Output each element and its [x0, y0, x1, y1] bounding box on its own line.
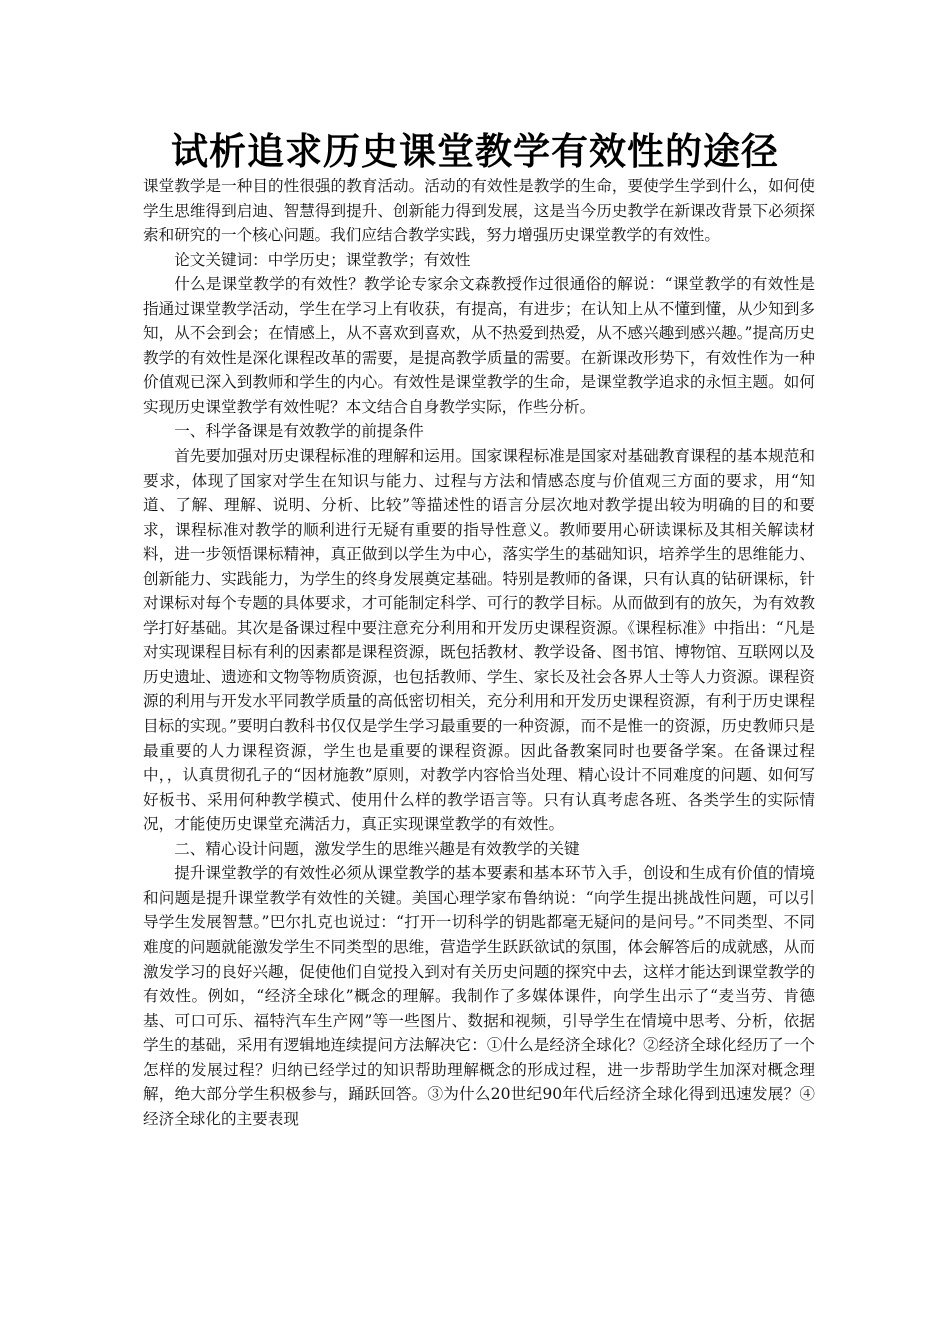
paragraph-intro: 什么是课堂教学的有效性？教学论专家余文森教授作过很通俗的解说：“课堂教学的有效性是指通过课堂教学活动，学生在学习上有收获，有提高，有进步；在认知上从不懂到懂，从少知到多知，从不会到会；在情感上，从不喜欢到喜欢，从不热爱到热爱，从不感兴趣到感兴趣。”提高历史教学的有效性是深化课程改革的需要，是提高教学质量的需要。在新课改形势下，有效性作为一种价值观已深入到教师和学生的内心。有效性是课堂教学的生命，是课堂教学追求的永恒主题。如何实现历史课堂教学有效性呢？本文结合自身教学实际，作些分析。 — [143, 275, 815, 416]
paragraph-section-1: 首先要加强对历史课程标准的理解和运用。国家课程标准是国家对基础教育课程的基本规范和要求，体现了国家对学生在知识与能力、过程与方法和情感态度与价值观三方面的要求，用“知道、了解、理解、说明、分析、比较”等描述性的语言分层次地对教学提出较为明确的目的和要求，课程标准对教学的顺利进行无疑有重要的指导性意义。教师要用心研读课标及其相关解读材料，进一步领悟课标精神，真正做到以学生为中心，落实学生的基础知识，培养学生的思维能力、创新能力、实践能力，为学生的终身发展奠定基础。特别是教师的备课，只有认真的钻研课标，针对课标对每个专题的具体要求，才可能制定科学、可行的教学目标。从而做到有的放矢，为有效教学打好基础。其次是备课过程中要注意充分利用和开发历史课程资源。《课程标准》中指出：“凡是对实现课程目标有利的因素都是课程资源，既包括教材、教学设备、图书馆、博物馆、互联网以及历史遗址、遗迹和文物等物质资源，也包括教师、学生、家长及社会各界人士等人力资源。课程资源的利用与开发水平同教学质量的高低密切相关，充分利用和开发历史课程资源，有利于历史课程目标的实现。”要明白教科书仅仅是学生学习最重要的一种资源，而不是惟一的资源，历史教师只是最重要的人力课程资源，学生也是重要的课程资源。因此备教案同时也要备学案。在备课过程中，，认真贯彻孔子的“因材施教”原则，对教学内容恰当处理、精心设计不同难度的问题、如何写好板书、采用何种教学模式、使用什么样的教学语言等。只有认真考虑各班、各类学生的实际情况，才能使历史课堂充满活力，真正实现课堂教学的有效性。 — [143, 447, 815, 834]
section-heading-2: 二、精心设计问题，激发学生的思维兴趣是有效教学的关键 — [174, 839, 580, 858]
document-body — [143, 174, 815, 1131]
paragraph-keywords: 论文关键词：中学历史；课堂教学；有效性 — [174, 250, 471, 269]
paragraph-abstract: 课堂教学是一种目的性很强的教育活动。活动的有效性是教学的生命，要使学生学到什么，如何使学生思维得到启迪、智慧得到提升、创新能力得到发展，这是当今历史教学在新课改背景下必须探索和研究的一个核心问题。我们应结合教学实践，努力增强历史课堂教学的有效性。 — [143, 177, 815, 245]
paragraph-section-2: 提升课堂教学的有效性必须从课堂教学的基本要素和基本环节入手，创设和生成有价值的情境和问题是提升课堂教学有效性的关键。美国心理学家布鲁纳说：“向学生提出挑战性问题，可以引导学生发展智慧。”巴尔扎克也说过：“打开一切科学的钥匙都毫无疑问的是问号。”不同类型、不同难度的问题就能激发学生不同类型的思维，营造学生跃跃欲试的氛围，体会解答后的成就感，从而激发学习的良好兴趣，促使他们自觉投入到对有关历史问题的探究中去，这样才能达到课堂教学的有效性。例如，“经济全球化”概念的理解。我制作了多媒体课件，向学生出示了“麦当劳、肯德基、可口可乐、福特汽车生产网”等一些图片、数据和视频，引导学生在情境中思考、分析，依据学生的基础，采用有逻辑地连续提问方法解决它：①什么是经济全球化？②经济全球化经历了一个怎样的发展过程？归纳已经学过的知识帮助理解概念的形成过程，进一步帮助学生加深对概念理解，绝大部分学生积极参与，踊跃回答。③为什么20世纪90年代后经济全球化得到迅速发展？④经济全球化的主要表现 — [143, 864, 815, 1128]
section-heading-1: 一、科学备课是有效教学的前提条件 — [174, 422, 424, 441]
document-title: 试析追求历史课堂教学有效性的途径 — [171, 129, 779, 173]
